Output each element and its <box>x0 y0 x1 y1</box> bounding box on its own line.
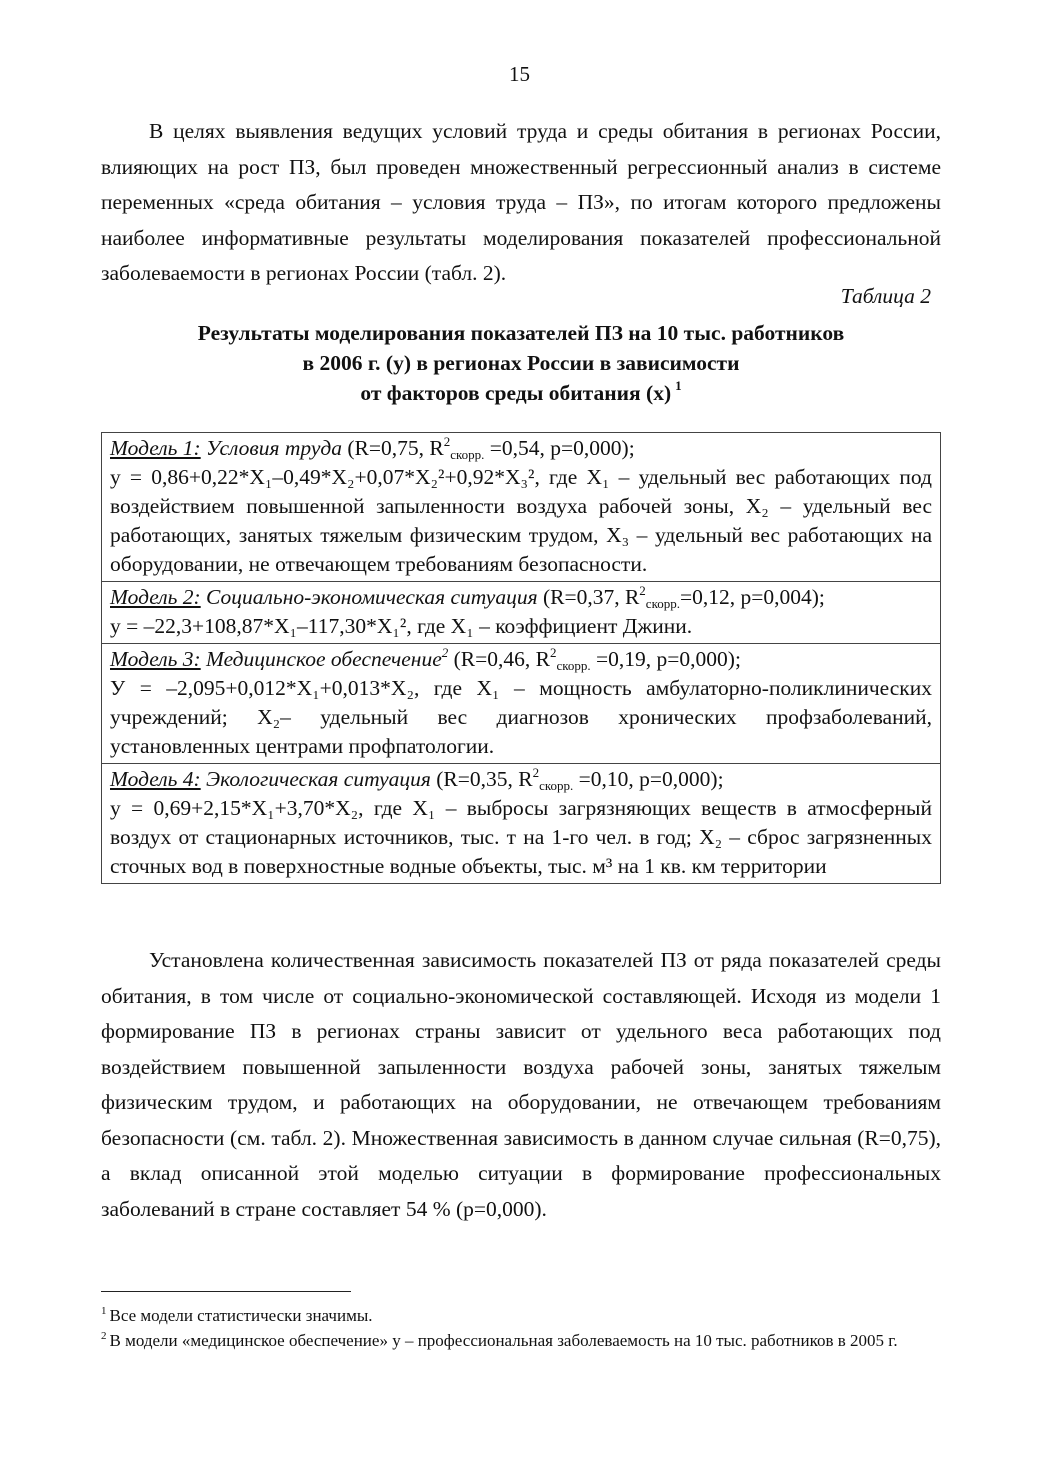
model-1-equation: у = 0,86+0,22*X₁–0,49*X₂+0,07*X₂²+0,92*X₃², где X₁ – удельный вес работающих под воздействием повышенной запыленности воздуха рабочей зоны, X₂ – удельный вес работающих, занятых тяжелым физическим трудом, X₃ – удельный вес работающих на оборудовании, не отвечающем требованиям безопасности. <box>110 465 932 576</box>
page-number: 15 <box>509 62 530 86</box>
model-3-equation: У = –2,095+0,012*X₁+0,013*X₂, где X₁ – мощность амбулаторно-поликлинических учреждений; X₂– удельный вес диагнозов хронических профзаболеваний, установленных центрами профпатологии. <box>110 676 932 758</box>
table-title <box>101 318 941 408</box>
conclusion-paragraph: Установлена количественная зависимость показателей ПЗ от ряда показателей среды обитания, в том числе от социально-экономической составляющей. Исходя из модели 1 формирование ПЗ в регионах страны зависит от удельного веса работающих под воздействием повышенной запыленности воздуха рабочей зоны, занятых тяжелым физическим трудом, и работающих на оборудовании, не отвечающем требованиям безопасности (см. табл. 2). Множественная зависимость в данном случае сильная (R=0,75), а вклад описанной этой моделью ситуации в формирование профессиональных заболеваний в стране составляет 54 % (р=0,000). <box>101 948 941 1221</box>
model-2-cell <box>102 582 940 644</box>
table-title-line-2: в 2006 г. (у) в регионах России в зависимости <box>302 351 740 375</box>
model-1-header <box>110 434 932 463</box>
models-table <box>101 432 941 884</box>
model-2-name: Модель 2: <box>110 585 201 609</box>
model-3-title: Медицинское обеспечение$^2$ <box>206 645 449 671</box>
table-label: Таблица 2 <box>840 284 931 308</box>
model-1-stats: (R=0,75, $R^2_{скорр.} =0,54$, р=0,000); <box>347 434 635 462</box>
footnote-ref-1: 1 <box>675 378 682 393</box>
model-2-title: Социально-экономическая ситуация <box>206 585 538 609</box>
model-4-cell <box>102 764 940 883</box>
model-1-cell <box>102 433 940 582</box>
model-2-stats: (R=0,37, $R^2_{скорр.}=0,12$, р=0,004); <box>542 583 825 611</box>
footnote-divider <box>101 1291 351 1292</box>
model-2-header <box>110 583 932 612</box>
model-4-stats: (R=0,35, $R^2_{скорр.} =0,10$, р=0,000); <box>436 765 724 793</box>
table-title-line-3: от факторов среды обитания (х) $^1$ <box>360 378 682 405</box>
footnote-2: $^2$ В модели «медицинское обеспечение» у – профессиональная заболеваемость на 10 тыс. работников в 2005 г. <box>101 1330 898 1350</box>
model-2-equation: у = –22,3+108,87*X₁–117,30*X₁², где X₁ – коэффициент Джини. <box>110 614 693 638</box>
model-1-name: Модель 1: <box>110 436 201 460</box>
intro-paragraph: В целях выявления ведущих условий труда и среды обитания в регионах России, влияющих на рост ПЗ, был проведен множественный регрессионный анализ в системе переменных «среда обитания – условия труда – ПЗ», по итогам которого предложены наиболее информативные результаты моделирования показателей профессиональной заболеваемости в регионах России (табл. 2). <box>101 119 941 285</box>
model-3-cell <box>102 644 940 764</box>
table-title-line-1: Результаты моделирования показателей ПЗ на 10 тыс. работников <box>197 321 845 345</box>
model-4-header <box>110 765 932 794</box>
model-4-name: Модель 4: <box>110 767 201 791</box>
model-4-title: Экологическая ситуация <box>206 767 431 791</box>
model-3-header <box>110 645 932 674</box>
model-1-title: Условия труда <box>206 436 342 460</box>
model-3-name: Модель 3: <box>110 647 201 671</box>
model-3-stats: (R=0,46, $R^2_{скорр.} =0,19$, р=0,000); <box>453 645 741 673</box>
model-4-equation: у = 0,69+2,15*X₁+3,70*X₂, где X₁ – выбросы загрязняющих веществ в атмосферный воздух от стационарных источников, тыс. т на 1-го чел. в год; X₂ – сброс загрязненных сточных вод в поверхностные водные объекты, тыс. м³ на 1 кв. км территории <box>110 796 932 878</box>
footnote-1: $^1$ Все модели статистически значимы. <box>101 1305 373 1325</box>
